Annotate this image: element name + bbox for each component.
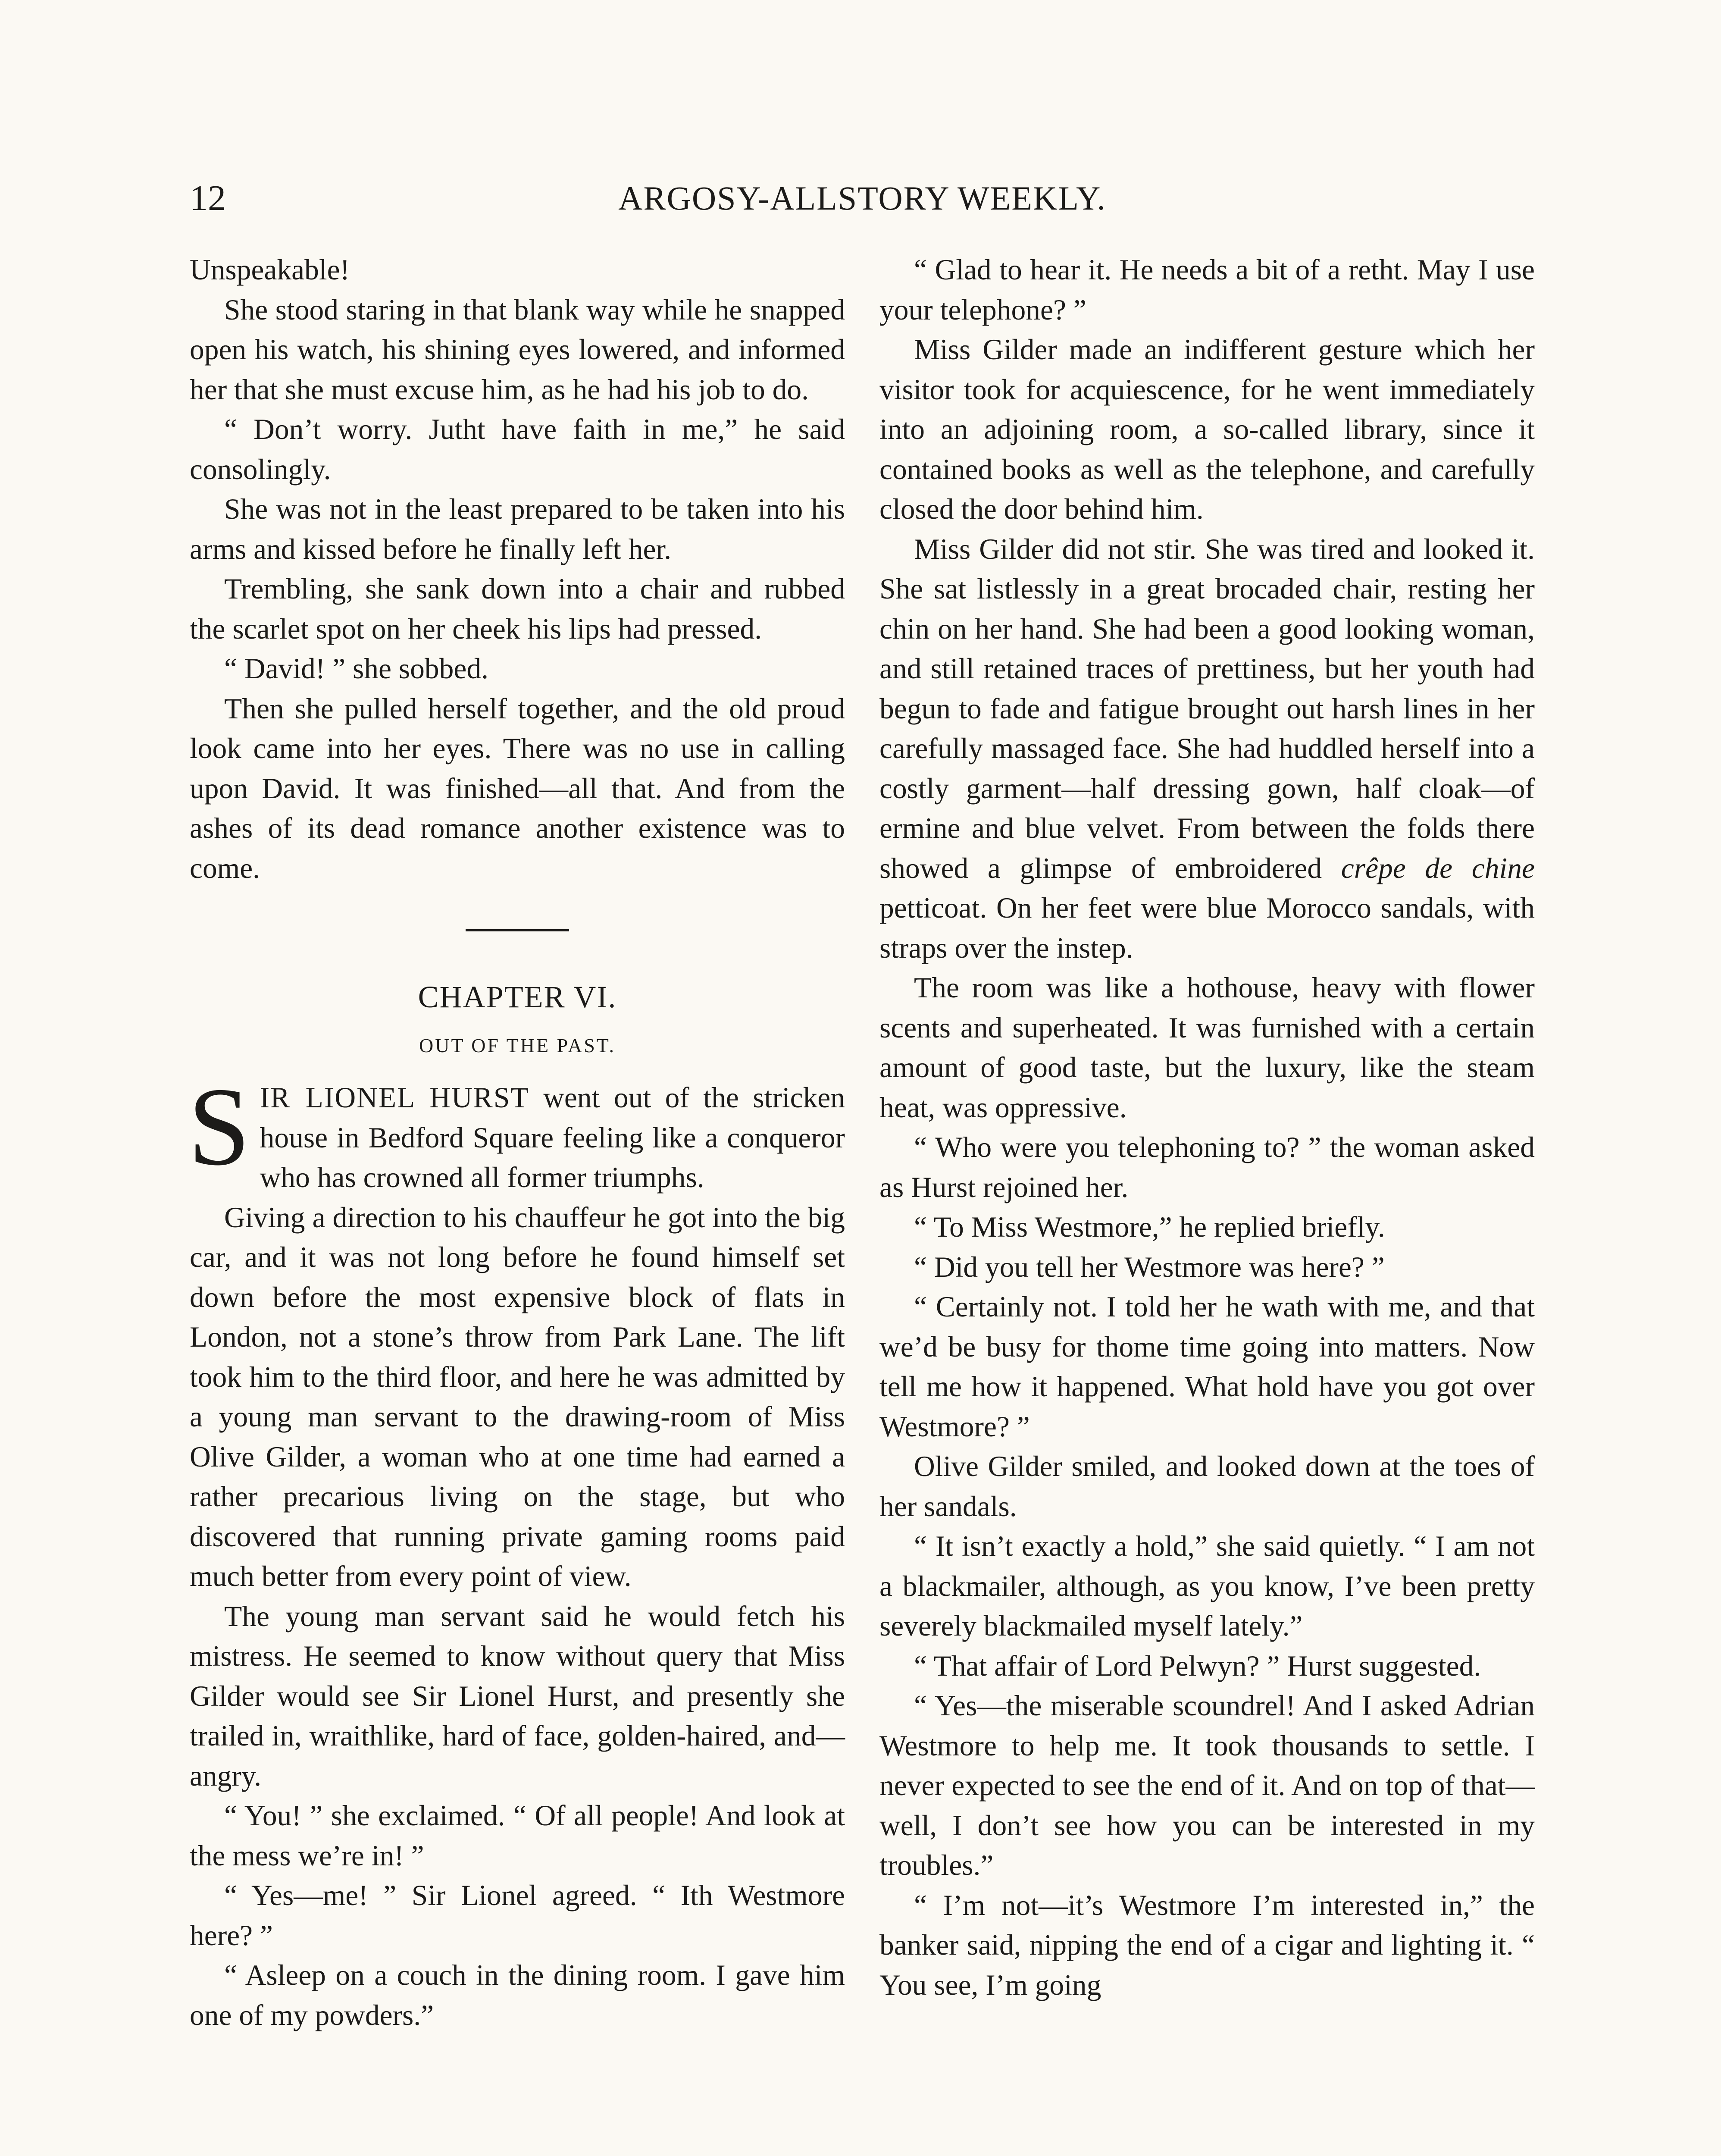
opening-caps: IR LIONEL HURST (260, 1081, 529, 1114)
paragraph: “ Asleep on a couch in the dining room. I gave him one of my powders.” (190, 1959, 845, 2031)
paragraph: “ Don’t worry. Jutht have faith in me,” he said consolingly. (190, 413, 845, 486)
running-title: ARGOSY-ALLSTORY WEEKLY. (618, 179, 1106, 217)
paragraph: “ I’m not—it’s Westmore I’m interested in,” the banker said, nipping the end of a cigar and lighting it. “ You see, I’m going (879, 1889, 1535, 2001)
left-column (190, 250, 845, 2035)
chapter-subtitle: OUT OF THE PAST. (419, 1034, 616, 1056)
right-column (879, 250, 1535, 2005)
paragraph-text: Miss Gilder did not stir. She was tired and looked it. She sat listlessly in a great brocaded chair, resting her chin on her hand. She had been a good looking woman, and still retained traces of prettiness, but her youth had begun to fade and fatigue brought out harsh lines in her carefully massaged face. She had huddled herself into a costly garment—half dressing gown, half cloak—of ermine and blue velvet. From between the folds there showed a glimpse of embroidered (879, 533, 1535, 884)
paragraph: “ It isn’t exactly a hold,” she said quietly. “ I am not a blackmailer, although, as you know, I’ve been pretty severely blackmailed myself lately.” (879, 1530, 1535, 1642)
paragraph: “ Who were you telephoning to? ” the woman asked as Hurst rejoined her. (879, 1131, 1535, 1203)
page-header (190, 172, 1535, 224)
paragraph: “ David! ” she sobbed. (224, 652, 488, 685)
paragraph-text: petticoat. On her feet were blue Morocco sandals, with straps over the instep. (879, 892, 1535, 964)
drop-cap: S (188, 1065, 250, 1189)
paragraph: Trembling, she sank down into a chair and rubbed the scarlet spot on her cheek his lips had pressed. (190, 573, 845, 645)
paragraph: The room was like a hothouse, heavy with flower scents and superheated. It was furnished with a certain amount of good taste, but the luxury, like the steam heat, was oppressive. (879, 971, 1535, 1124)
paragraph: She was not in the least prepared to be taken into his arms and kissed before he finally left her. (190, 493, 845, 565)
page-number: 12 (190, 178, 226, 218)
paragraph: Giving a direction to his chauffeur he got into the big car, and it was not long before he found himself set down before the most expensive block of flats in London, not a stone’s throw from Park Lane. The lift took him to the third floor, and here he was admitted by a young man servant to the drawing-room of Miss Olive Gilder, a woman who at one time had earned a rather precarious living on the stage, but who discovered that running private gaming rooms paid much better from every point of view. (190, 1201, 845, 1592)
paragraph: Miss Gilder made an indifferent gesture which her visitor took for acquiescence, for he went immediately into an adjoining room, a so-called library, since it contained books as well as the telephone, and carefully closed the door behind him. (879, 333, 1535, 525)
paragraph: Unspeakable! (190, 254, 350, 286)
paragraph: “ You! ” she exclaimed. “ Of all people! And look at the mess we’re in! ” (190, 1799, 845, 1872)
paragraph: Then she pulled herself together, and the old proud look came into her eyes. There was no use in calling upon David. It was finished—all that. And from the ashes of its dead romance another existence was to come. (190, 692, 845, 884)
paragraph: “ Glad to hear it. He needs a bit of a retht. May I use your telephone? ” (879, 254, 1535, 326)
paragraph: “ Did you tell her Westmore was here? ” (914, 1250, 1385, 1283)
paragraph: The young man servant said he would fetch his mistress. He seemed to know without query that Miss Gilder would see Sir Lionel Hurst, and presently she trailed in, wraithlike, hard of face, golden-haired, and—angry. (190, 1600, 845, 1792)
section-divider (466, 929, 569, 931)
paragraph: “ To Miss Westmore,” he replied briefly. (914, 1211, 1385, 1243)
paragraph: “ Yes—the miserable scoundrel! And I asked Adrian Westmore to help me. It took thousands to settle. I never expected to see the end of it. And on top of that—well, I don’t see how you can be interested in my troubles.” (879, 1689, 1535, 1881)
paragraph: “ That affair of Lord Pelwyn? ” Hurst suggested. (914, 1649, 1481, 1682)
paragraph (879, 530, 1535, 968)
paragraph: Olive Gilder smiled, and looked down at the toes of her sandals. (879, 1450, 1535, 1523)
italic-phrase: crêpe de chine (1341, 852, 1535, 884)
chapter-title: CHAPTER VI. (418, 980, 617, 1014)
paragraph: “ Certainly not. I told her he wath with me, and that we’d be busy for thome time going into matters. Now tell me how it happened. What hold have you got over Westmore? ” (879, 1291, 1535, 1443)
paragraph: “ Yes—me! ” Sir Lionel agreed. “ Ith Westmore here? ” (190, 1879, 845, 1952)
opening-text: went out of the stricken house in Bedford Square feeling like a conqueror who has crowned all former triumphs. (260, 1081, 845, 1194)
chapter-opening-paragraph (188, 1065, 845, 1198)
paragraph: She stood staring in that blank way while he snapped open his watch, his shining eyes lowered, and informed her that she must excuse him, as he had his job to do. (190, 293, 845, 406)
